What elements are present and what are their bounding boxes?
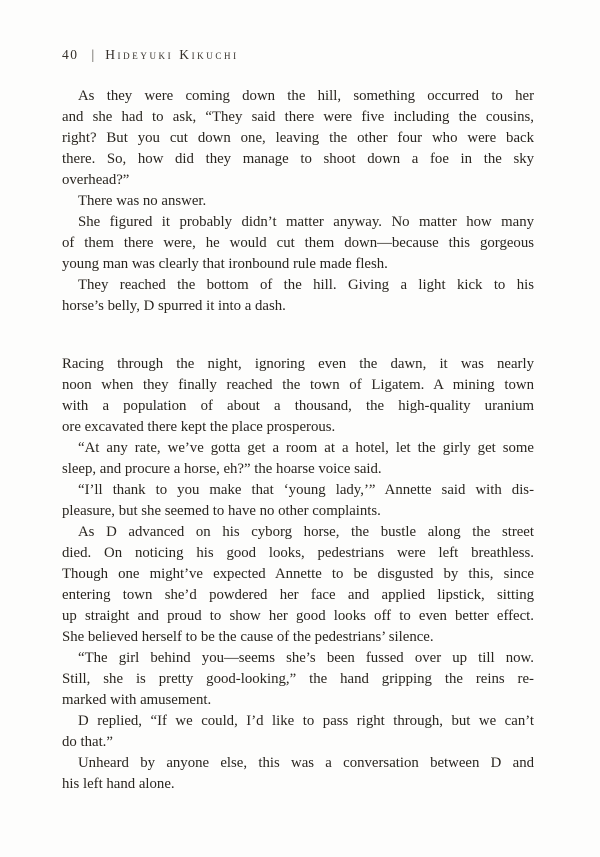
paragraph — [62, 480, 534, 522]
text-line: “I’ll thank to you make that ‘young lady,’” Annette said with dis- — [78, 482, 534, 498]
text-line: sleep, and procure a horse, eh?” the hoarse voice said. — [62, 461, 382, 477]
text-line: Racing through the night, ignoring even the dawn, it was nearly — [62, 356, 534, 372]
text-line: died. On noticing his good looks, pedestrians were left breathless. — [62, 545, 534, 561]
text-line: D replied, “If we could, I’d like to pass right through, but we can’t — [78, 713, 534, 729]
text-line: and she had to ask, “They said there were five including the cousins, — [62, 109, 534, 125]
text-line: “At any rate, we’ve gotta get a room at a hotel, let the girly get some — [78, 440, 534, 456]
text-line: horse’s belly, D spurred it into a dash. — [62, 298, 286, 314]
text-line: with a population of about a thousand, the high-quality uranium — [62, 398, 534, 414]
text-line: As D advanced on his cyborg horse, the bustle along the street — [78, 524, 534, 540]
text-line: Still, she is pretty good-looking,” the hand gripping the reins re- — [62, 671, 534, 687]
text-line: She believed herself to be the cause of the pedestrians’ silence. — [62, 629, 434, 645]
running-header-title: Hideyuki Kikuchi — [105, 47, 239, 62]
text-line: “The girl behind you—seems she’s been fussed over up till now. — [78, 650, 534, 666]
paragraph — [62, 86, 534, 191]
paragraph — [62, 648, 534, 711]
text-line: They reached the bottom of the hill. Giving a light kick to his — [78, 277, 534, 293]
text-line: his left hand alone. — [62, 776, 175, 792]
header-separator: | — [91, 47, 95, 62]
paragraph — [62, 275, 534, 317]
text-line: young man was clearly that ironbound rule made flesh. — [62, 256, 388, 272]
text-line: Though one might’ve expected Annette to be disgusted by this, since — [62, 566, 534, 582]
text-line: right? But you cut down one, leaving the other four who were back — [62, 130, 534, 146]
text-line: there. So, how did they manage to shoot down a foe in the sky — [62, 151, 534, 167]
paragraph — [62, 522, 534, 648]
text-line: There was no answer. — [78, 193, 207, 209]
text-line: overhead?” — [62, 172, 130, 188]
text-line: Unheard by anyone else, this was a conversation between D and — [78, 755, 534, 771]
text-line: She figured it probably didn’t matter anyway. No matter how many — [78, 214, 534, 230]
paragraph — [62, 711, 534, 753]
text-line: pleasure, but she seemed to have no other complaints. — [62, 503, 381, 519]
paragraph — [62, 191, 534, 212]
text-line: marked with amusement. — [62, 692, 212, 708]
text-line: entering town she’d powdered her face and applied lipstick, sitting — [62, 587, 534, 603]
text-line: do that.” — [62, 734, 113, 750]
text-line: of them there were, he would cut them down—because this gorgeous — [62, 235, 534, 251]
running-header — [62, 46, 534, 63]
text-line: noon when they finally reached the town of Ligatem. A mining town — [62, 377, 534, 393]
text-line: ore excavated there kept the place prosperous. — [62, 419, 336, 435]
text-line: up straight and proud to show her good looks off to even better effect. — [62, 608, 534, 624]
paragraph — [62, 438, 534, 480]
paragraph — [62, 212, 534, 275]
page-number: 40 — [62, 47, 79, 62]
paragraph — [62, 753, 534, 795]
page-body — [62, 86, 534, 795]
paragraph — [62, 354, 534, 438]
text-line: As they were coming down the hill, something occurred to her — [78, 88, 534, 104]
